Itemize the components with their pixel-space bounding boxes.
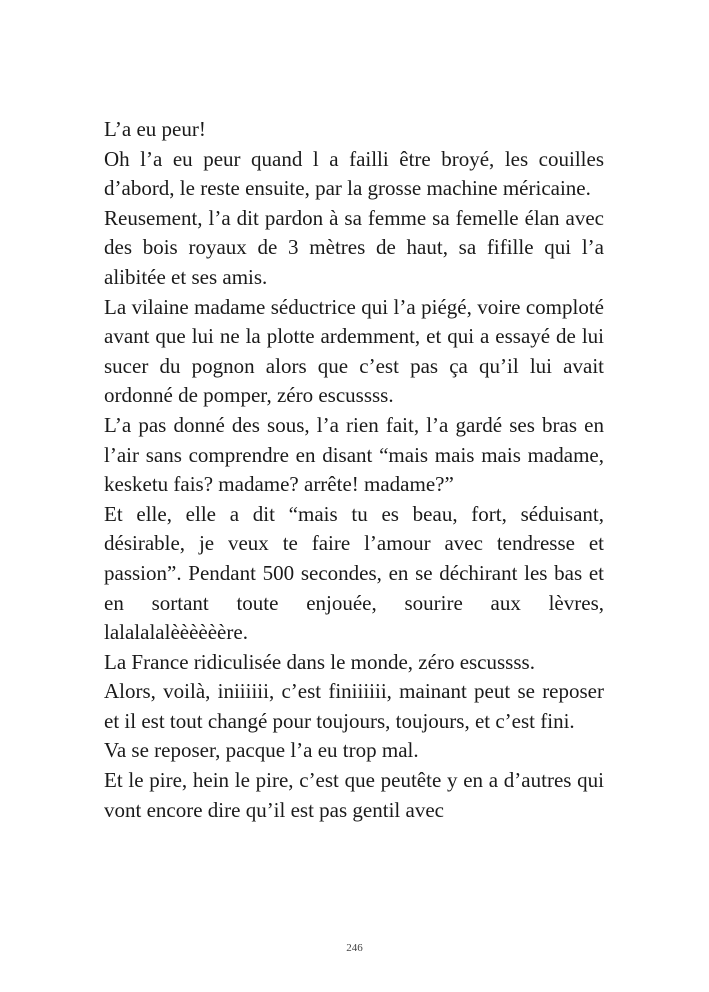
paragraph-6: Et elle, elle a dit “mais tu es beau, fort, séduisant, désirable, je veux te faire l’amour avec tendresse et passion”. Pendant 500 secondes, en se déchirant les bas et en sortant toute enjouée, sourire aux lèvres, lalalalalèèèèèère. xyxy=(104,501,604,645)
paragraph-3: Reusement, l’a dit pardon à sa femme sa femelle élan avec des bois royaux de 3 mètres de haut, sa fifille qui l’a alibitée et ses amis. xyxy=(104,205,604,289)
paragraph-1: L’a eu peur! xyxy=(104,117,206,141)
paragraph-7: La France ridiculisée dans le monde, zéro escussss. xyxy=(104,649,535,674)
paragraph-10: Et le pire, hein le pire, c’est que peutête y en a d’autres qui vont encore dire qu’il est pas gentil avec xyxy=(104,768,604,822)
paragraph-9: Va se reposer, pacque l’a eu trop mal. xyxy=(104,738,419,763)
paragraph-8: Alors, voilà, iniiiiii, c’est finiiiiii, mainant peut se reposer et il est tout changé pour toujours, toujours, et c’est fini. xyxy=(104,679,604,733)
paragraph-2: Oh l’a eu peur quand l a failli être broyé, les couilles d’abord, le reste ensuite, par la grosse machine méricaine. xyxy=(104,146,604,201)
paragraph-5: L’a pas donné des sous, l’a rien fait, l’a gardé ses bras en l’air sans comprendre en disant “mais mais mais madame, kesketu fais? madame? arrête! madame?” xyxy=(104,412,604,497)
paragraph-4: La vilaine madame séductrice qui l’a piégé, voire comploté avant que lui ne la plotte ardemment, et qui a essayé de lui sucer du pognon alors que c’est pas ça qu’il lui avait ordonné de pomper, zéro escussss. xyxy=(104,294,604,408)
body-text xyxy=(104,115,604,825)
page-number: 246 xyxy=(346,942,363,954)
